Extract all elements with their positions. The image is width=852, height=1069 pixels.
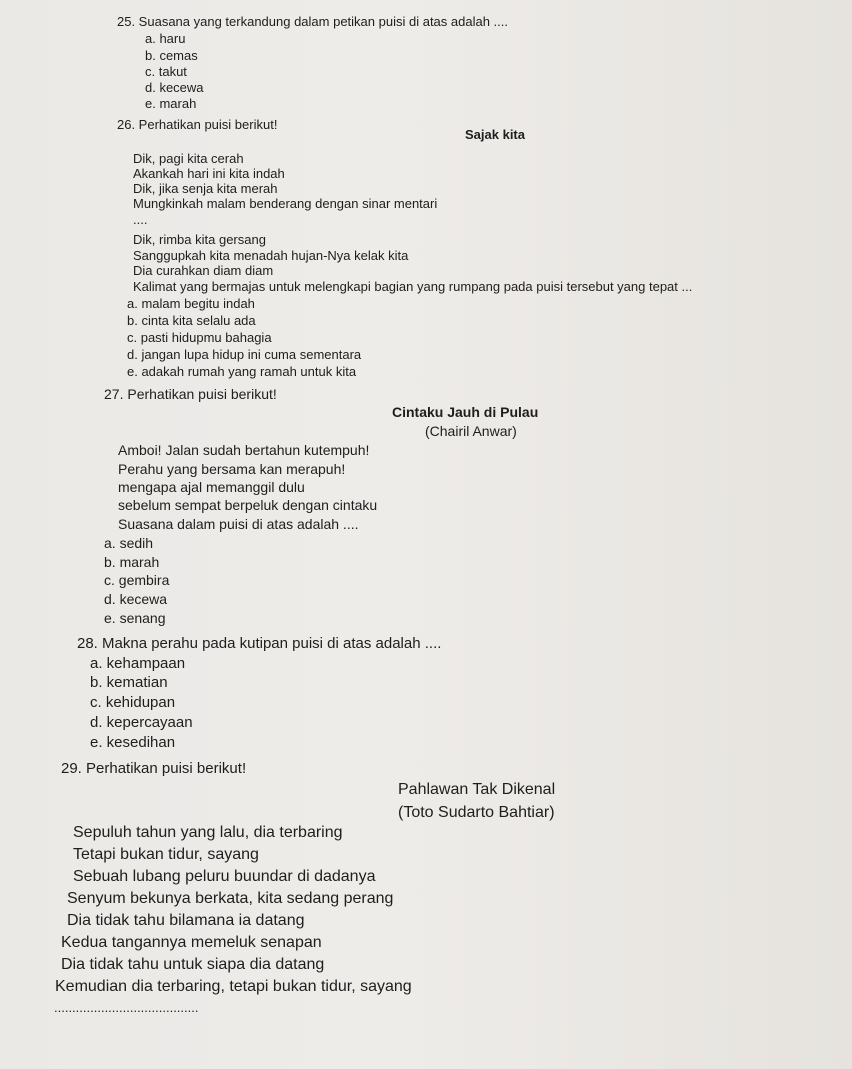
q28-option-d: d. kepercayaan xyxy=(90,714,193,731)
q29-question: 29. Perhatikan puisi berikut! xyxy=(61,760,247,777)
q27-option-c: c. gembira xyxy=(104,572,170,588)
q29-poem-line-5: Dia tidak tahu bilamana ia datang xyxy=(67,912,305,929)
q26-poem-line-2: Akankah hari ini kita indah xyxy=(133,166,285,181)
q29-poem-line-8: Kemudian dia terbaring, tetapi bukan tidur, sayang xyxy=(55,978,412,995)
q26-poem-line-3: Dik, jika senja kita merah xyxy=(133,181,278,196)
q27-question: 27. Perhatikan puisi berikut! xyxy=(104,386,277,402)
q29-poem-line-7: Dia tidak tahu untuk siapa dia datang xyxy=(61,956,325,973)
q26-option-d: d. jangan lupa hidup ini cuma sementara xyxy=(127,347,362,362)
q25-option-a: a. haru xyxy=(145,31,186,46)
q27-prompt: Suasana dalam puisi di atas adalah .... xyxy=(118,516,359,532)
q26-prompt: Kalimat yang bermajas untuk melengkapi bagian yang rumpang pada puisi tersebut yang tepat ... xyxy=(133,279,693,294)
q25-question: 25. Suasana yang terkandung dalam petikan puisi di atas adalah .... xyxy=(117,14,508,29)
q26-poem-line-7: Sanggupkah kita menadah hujan-Nya kelak kita xyxy=(133,248,409,263)
q27-poem-line-2: Perahu yang bersama kan merapuh! xyxy=(118,461,346,477)
q26-option-e: e. adakah rumah yang ramah untuk kita xyxy=(127,364,357,379)
q28-option-e: e. kesedihan xyxy=(90,734,176,751)
q29-poem-line-1: Sepuluh tahun yang lalu, dia terbaring xyxy=(73,824,343,841)
q27-poem-line-4: sebelum sempat berpeluk dengan cintaku xyxy=(118,497,378,513)
q28-option-c: c. kehidupan xyxy=(90,694,176,711)
q27-option-a: a. sedih xyxy=(104,535,154,551)
q29-poem-line-3: Sebuah lubang peluru buundar di dadanya xyxy=(73,868,376,885)
q28-question: 28. Makna perahu pada kutipan puisi di atas adalah .... xyxy=(77,635,442,652)
q28-option-a: a. kehampaan xyxy=(90,655,186,672)
q26-poem-line-4: Mungkinkah malam benderang dengan sinar mentari xyxy=(133,196,438,211)
q27-poem-line-3: mengapa ajal memanggil dulu xyxy=(118,479,305,495)
q29-poem-title: Pahlawan Tak Dikenal xyxy=(398,781,556,798)
q29-blank-line: ........................................ xyxy=(54,1000,199,1015)
q25-option-e: e. marah xyxy=(145,96,197,111)
q29-poem-line-6: Kedua tangannya memeluk senapan xyxy=(61,934,322,951)
q27-option-e: e. senang xyxy=(104,610,166,626)
q26-poem-title: Sajak kita xyxy=(465,127,525,142)
q27-option-d: d. kecewa xyxy=(104,591,168,607)
q26-poem-line-6: Dik, rimba kita gersang xyxy=(133,232,266,247)
q27-poem-title: Cintaku Jauh di Pulau xyxy=(392,404,539,420)
q25-option-d: d. kecewa xyxy=(145,80,204,95)
q27-poem-author: (Chairil Anwar) xyxy=(425,423,517,439)
q26-poem-line-1: Dik, pagi kita cerah xyxy=(133,151,244,166)
q25-option-b: b. cemas xyxy=(145,48,198,63)
q26-poem-line-5: .... xyxy=(133,212,148,227)
q27-option-b: b. marah xyxy=(104,554,160,570)
q29-poem-author: (Toto Sudarto Bahtiar) xyxy=(398,804,555,821)
q28-option-b: b. kematian xyxy=(90,674,168,691)
q27-poem-line-1: Amboi! Jalan sudah bertahun kutempuh! xyxy=(118,442,370,458)
q26-poem-line-8: Dia curahkan diam diam xyxy=(133,263,274,278)
q29-poem-line-2: Tetapi bukan tidur, sayang xyxy=(73,846,259,863)
q26-option-c: c. pasti hidupmu bahagia xyxy=(127,330,272,345)
q25-option-c: c. takut xyxy=(145,64,187,79)
q26-option-a: a. malam begitu indah xyxy=(127,296,255,311)
q26-question: 26. Perhatikan puisi berikut! xyxy=(117,117,278,132)
q29-poem-line-4: Senyum bekunya berkata, kita sedang perang xyxy=(67,890,394,907)
q26-option-b: b. cinta kita selalu ada xyxy=(127,313,256,328)
